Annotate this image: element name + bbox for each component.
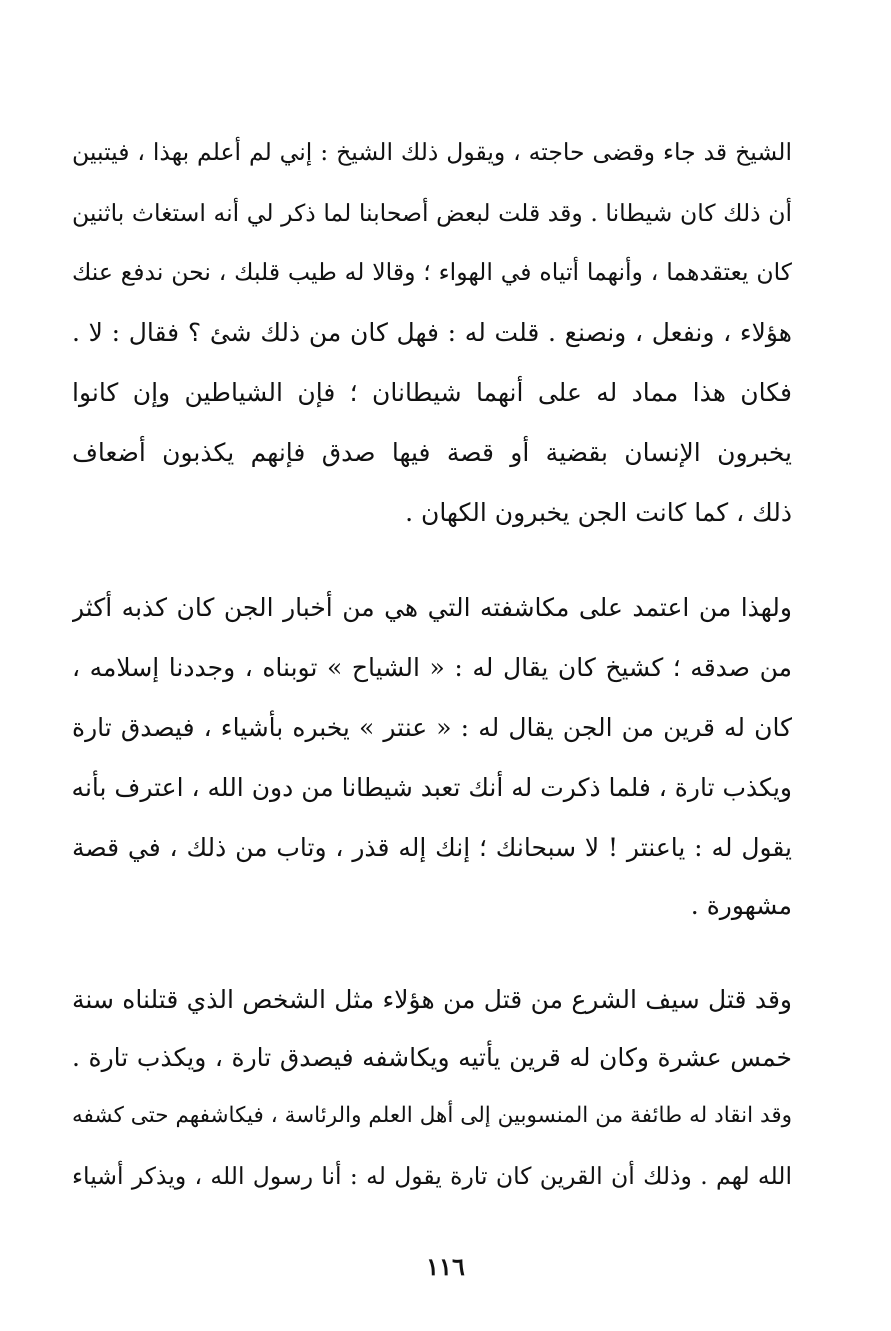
text-line: ذلك ، كما كانت الجن يخبرون الكهان . <box>405 498 792 527</box>
text-line: مشهورة . <box>690 891 792 920</box>
text-line: كان له قرين من الجن يقال له : « عنتر » يخبره بأشياء ، فيصدق تارة <box>72 713 792 742</box>
text-line: يقول له : ياعنتر ! لا سبحانك ؛ إنك إله قذر ، وتاب من ذلك ، في قصة <box>72 833 792 862</box>
text-line: من صدقه ؛ كشيخ كان يقال له : « الشياح » توبناه ، وجددنا إسلامه ، <box>72 653 792 682</box>
text-line: كان يعتقدهما ، وأنهما أتياه في الهواء ؛ وقالا له طيب قلبك ، نحن ندفع عنك <box>72 258 792 286</box>
text-line: وقد انقاد له طائفة من المنسوبين إلى أهل العلم والرئاسة ، فيكاشفهم حتى كشفه <box>72 1103 792 1128</box>
text-line: أن ذلك كان شيطانا . وقد قلت لبعض أصحابنا لما ذكر لي أنه استغاث باثنين <box>72 199 792 227</box>
text-line: الشيخ قد جاء وقضى حاجته ، ويقول ذلك الشيخ : إني لم أعلم بهذا ، فيتبين <box>72 138 792 166</box>
page-number: ١١٦ <box>426 1252 465 1281</box>
text-line: يخبرون الإنسان بقضية أو قصة فيها صدق فإنهم يكذبون أضعاف <box>72 438 792 467</box>
text-line: خمس عشرة وكان له قرين يأتيه ويكاشفه فيصدق تارة ، ويكذب تارة . <box>72 1043 792 1072</box>
text-line: فكان هذا مماد له على أنهما شيطانان ؛ فإن الشياطين وإن كانوا <box>72 378 792 407</box>
text-line: هؤلاء ، ونفعل ، ونصنع . قلت له : فهل كان من ذلك شئ ؟ فقال : لا . <box>72 318 792 347</box>
text-line: الله لهم . وذلك أن القرين كان تارة يقول له : أنا رسول الله ، ويذكر أشياء <box>72 1162 792 1190</box>
text-line: ولهذا من اعتمد على مكاشفته التي هي من أخبار الجن كان كذبه أكثر <box>72 593 792 622</box>
text-line: ويكذب تارة ، فلما ذكرت له أنك تعبد شيطانا من دون الله ، اعترف بأنه <box>72 773 792 802</box>
text-line: وقد قتل سيف الشرع من قتل من هؤلاء مثل الشخص الذي قتلناه سنة <box>72 985 792 1014</box>
